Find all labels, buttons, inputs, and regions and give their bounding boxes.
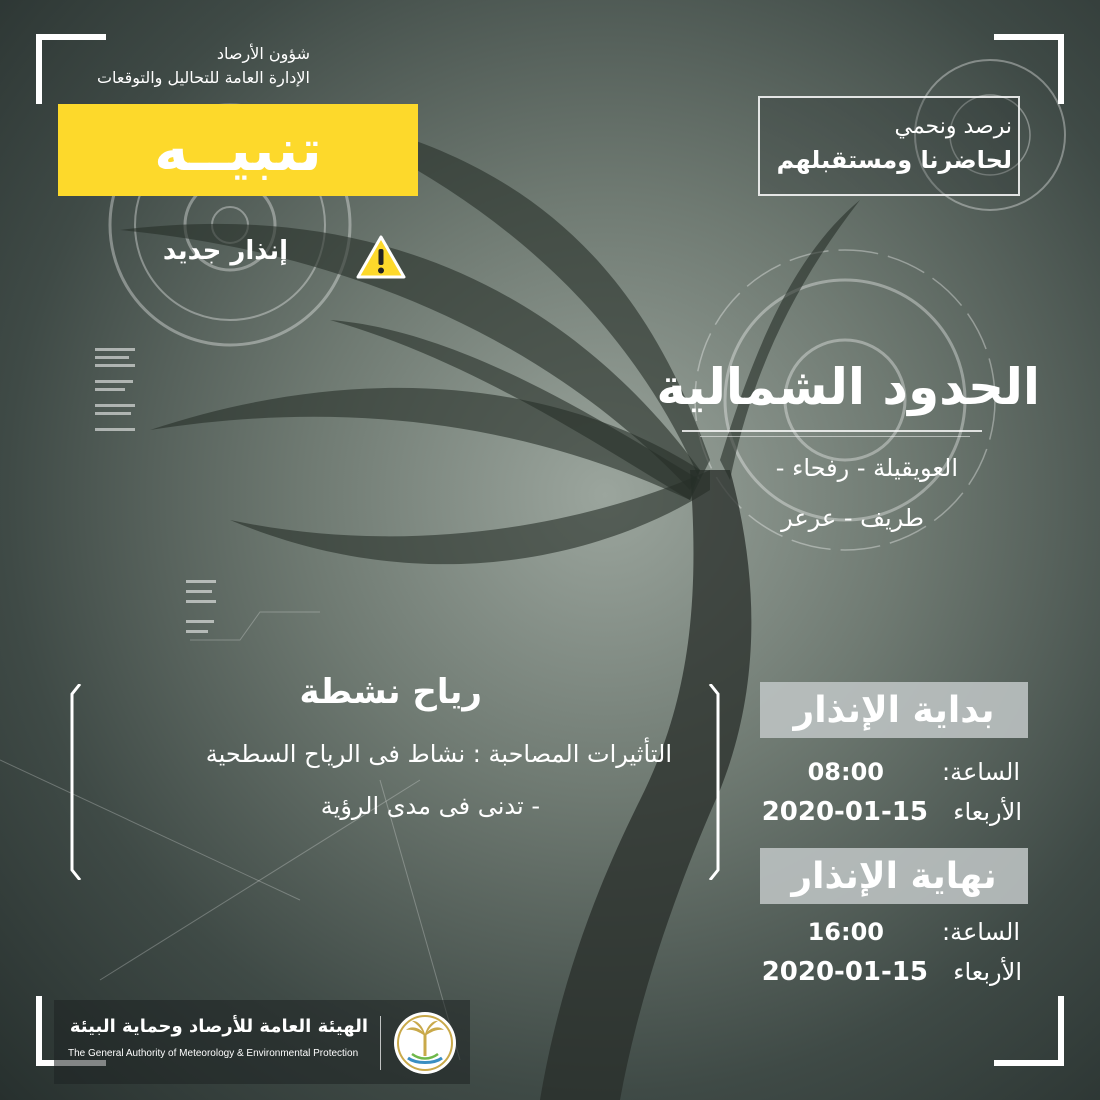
warning-triangle-icon — [355, 234, 407, 280]
frame-corner-top-right — [994, 34, 1064, 104]
new-warning-label: إنذار جديد — [162, 236, 288, 266]
effects-line-2: - تدنى فى مدى الرؤية — [320, 792, 540, 820]
start-time-value: 08:00 — [807, 758, 884, 786]
end-day-label: الأربعاء — [953, 958, 1022, 986]
start-day-label: الأربعاء — [953, 798, 1022, 826]
left-bracket-decoration — [68, 684, 82, 880]
region-title: الحدود الشمالية — [656, 358, 1040, 416]
authority-name-arabic: الهيئة العامة للأرصاد وحماية البيئة — [69, 1016, 368, 1037]
end-label-box — [760, 848, 1028, 904]
palm-emblem-icon — [392, 1010, 458, 1076]
frame-corner-bottom-right — [994, 996, 1064, 1066]
effects-line-1: التأثيرات المصاحبة : نشاط فى الرياح السطحية — [205, 740, 672, 768]
region-divider-thin — [700, 436, 970, 437]
logo-divider — [380, 1016, 381, 1070]
end-date-value: 2020-01-15 — [761, 957, 928, 987]
slogan-line-2: لحاضرنا ومستقبلهم — [776, 146, 1012, 174]
slogan-line-1: نرصد ونحمي — [894, 114, 1012, 139]
end-time-label: الساعة: — [942, 918, 1020, 946]
department-name: شؤون الأرصاد — [216, 44, 310, 63]
region-divider — [682, 430, 982, 432]
end-time-value: 16:00 — [807, 918, 884, 946]
end-label: نهاية الإنذار — [791, 855, 997, 897]
start-label: بداية الإنذار — [793, 689, 995, 731]
alert-badge — [58, 104, 418, 196]
authority-name-english: The General Authority of Meteorology & Environmental Protection — [68, 1048, 359, 1059]
frame-corner-top-left — [36, 34, 106, 104]
department-division: الإدارة العامة للتحاليل والتوقعات — [96, 68, 310, 87]
cities-line-1: العويقيلة - رفحاء - — [775, 454, 958, 482]
start-time-label: الساعة: — [942, 758, 1020, 786]
start-date-value: 2020-01-15 — [761, 797, 928, 827]
right-bracket-decoration — [708, 684, 722, 880]
alert-title: تنبيــه — [154, 116, 322, 184]
cities-line-2: طريف - عرعر — [781, 504, 924, 532]
hazard-title: رياح نشطة — [299, 672, 482, 712]
start-label-box — [760, 682, 1028, 738]
